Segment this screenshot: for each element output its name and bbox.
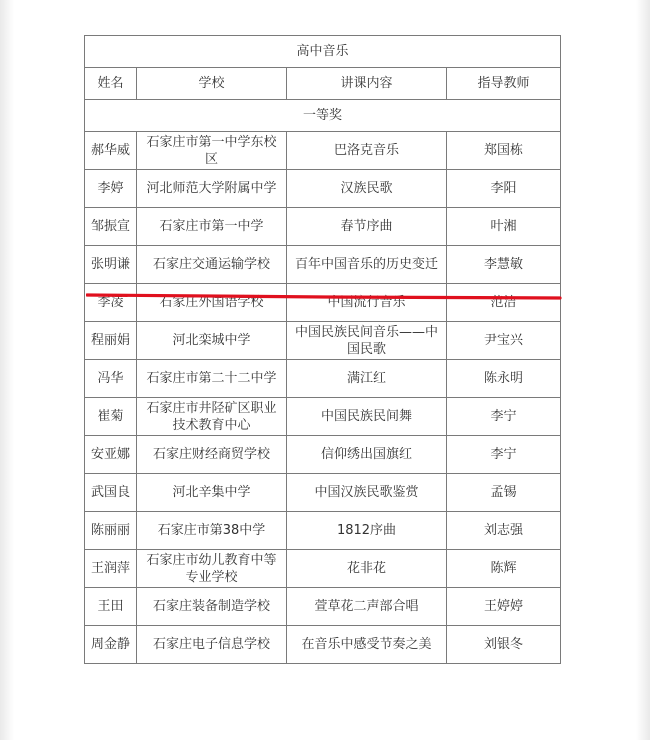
teacher-cell: 叶湘 [447,208,561,246]
lesson-content-cell: 1812序曲 [287,512,447,550]
table-row [85,208,561,246]
student-name-cell: 武国良 [85,474,137,512]
lesson-content-cell: 信仰绣出国旗红 [287,436,447,474]
teacher-cell: 李宁 [447,398,561,436]
table-row [85,474,561,512]
lesson-content-cell: 巴洛克音乐 [287,132,447,170]
school-cell: 石家庄市幼儿教育中等专业学校 [137,550,287,588]
table-row [85,436,561,474]
table-row [85,132,561,170]
table-row [85,170,561,208]
school-cell: 石家庄财经商贸学校 [137,436,287,474]
lesson-content-cell: 中国汉族民歌鉴赏 [287,474,447,512]
teacher-cell: 李慧敏 [447,246,561,284]
school-cell: 石家庄外国语学校 [137,284,287,322]
student-name-cell: 王润萍 [85,550,137,588]
student-name-cell: 郝华威 [85,132,137,170]
student-name-cell: 李凌 [85,284,137,322]
school-cell: 石家庄装备制造学校 [137,588,287,626]
header-row [85,68,561,100]
lesson-content-cell: 在音乐中感受节奏之美 [287,626,447,664]
teacher-cell: 陈辉 [447,550,561,588]
lesson-content-cell: 中国民族民间舞 [287,398,447,436]
award-row [85,100,561,132]
teacher-cell: 陈永明 [447,360,561,398]
header-content: 讲课内容 [287,68,447,100]
header-name: 姓名 [85,68,137,100]
table-row [85,398,561,436]
award-level: 一等奖 [85,100,561,132]
school-cell: 石家庄市第二十二中学 [137,360,287,398]
student-name-cell: 崔菊 [85,398,137,436]
school-cell: 石家庄市第一中学东校区 [137,132,287,170]
school-cell: 河北栾城中学 [137,322,287,360]
table-row [85,284,561,322]
table-title: 高中音乐 [85,36,561,68]
table-row [85,360,561,398]
school-cell: 河北辛集中学 [137,474,287,512]
student-name-cell: 程丽娟 [85,322,137,360]
teacher-cell: 李阳 [447,170,561,208]
teacher-cell: 刘志强 [447,512,561,550]
header-teacher: 指导教师 [447,68,561,100]
school-cell: 石家庄交通运输学校 [137,246,287,284]
table-row [85,246,561,284]
red-highlight-underline [86,292,562,302]
lesson-content-cell: 中国民族民间音乐——中国民歌 [287,322,447,360]
school-cell: 石家庄市井陉矿区职业技术教育中心 [137,398,287,436]
teacher-cell: 郑国栋 [447,132,561,170]
student-name-cell: 张明谦 [85,246,137,284]
school-cell: 石家庄市第一中学 [137,208,287,246]
table-row [85,626,561,664]
table-row [85,550,561,588]
school-cell: 石家庄电子信息学校 [137,626,287,664]
lesson-content-cell: 萱草花二声部合唱 [287,588,447,626]
school-cell: 石家庄市第38中学 [137,512,287,550]
student-name-cell: 冯华 [85,360,137,398]
lesson-content-cell: 春节序曲 [287,208,447,246]
lesson-content-cell: 满江红 [287,360,447,398]
header-school: 学校 [137,68,287,100]
student-name-cell: 陈丽丽 [85,512,137,550]
lesson-content-cell: 中国流行音乐 [287,284,447,322]
title-row [85,36,561,68]
student-name-cell: 李婷 [85,170,137,208]
teacher-cell: 刘银冬 [447,626,561,664]
teacher-cell: 孟锡 [447,474,561,512]
teacher-cell: 李宁 [447,436,561,474]
teacher-cell: 尹宝兴 [447,322,561,360]
table-row [85,512,561,550]
lesson-content-cell: 花非花 [287,550,447,588]
student-name-cell: 安亚娜 [85,436,137,474]
award-table [84,35,561,664]
lesson-content-cell: 汉族民歌 [287,170,447,208]
student-name-cell: 周金静 [85,626,137,664]
student-name-cell: 王田 [85,588,137,626]
table-row [85,322,561,360]
school-cell: 河北师范大学附属中学 [137,170,287,208]
teacher-cell: 王婷婷 [447,588,561,626]
table-row [85,588,561,626]
teacher-cell: 范洁 [447,284,561,322]
student-name-cell: 邹振宣 [85,208,137,246]
lesson-content-cell: 百年中国音乐的历史变迁 [287,246,447,284]
